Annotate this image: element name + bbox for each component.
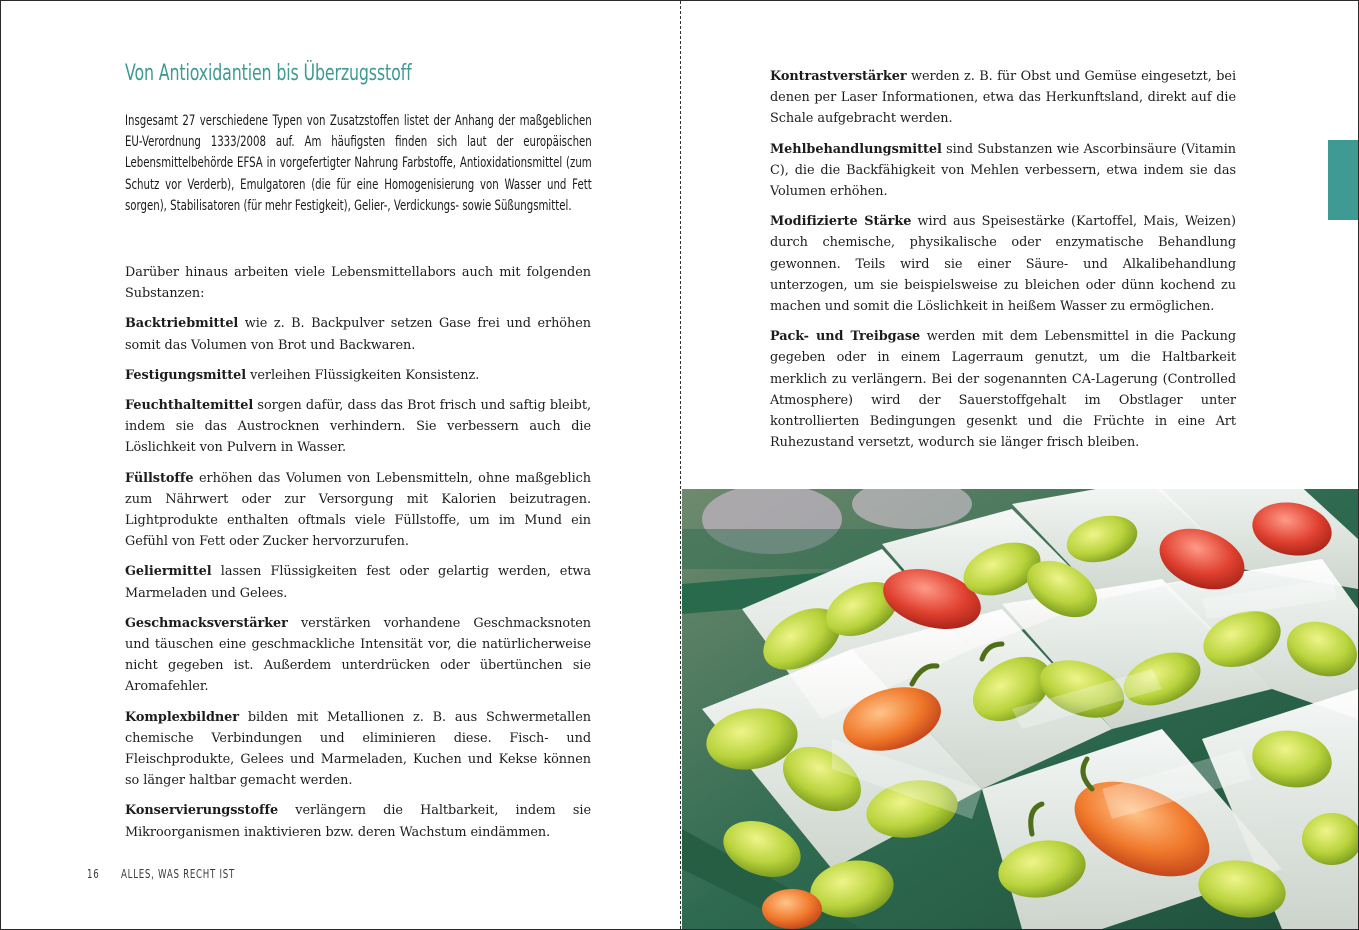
entry-term: Kontrastverstärker: [770, 69, 907, 84]
entry-term: Konservierungsstoffe: [125, 803, 279, 819]
entry-term: Backtriebmittel: [125, 316, 239, 332]
right-column: [770, 66, 1236, 462]
entry-text: bilden mit Metallionen z. B. aus Schwermetallen chemische Verbindungen und eliminieren diese. Fisch- und Fleischprodukte, Gelees und Marmeladen, Kuchen und Kekse können so länger haltbar gemacht werden.: [125, 709, 591, 789]
lead-paragraph: Darüber hinaus arbeiten viele Lebensmittellabors auch mit folgenden Substanzen:: [125, 265, 591, 302]
entry-paragraph: [125, 613, 591, 698]
entry-paragraph: [125, 561, 591, 603]
peppers-illustration: [682, 489, 1358, 929]
left-page: [1, 1, 680, 929]
entry-paragraph: [125, 707, 591, 792]
entry-paragraph: [770, 326, 1236, 453]
entry-text: verlängern die Haltbarkeit, indem sie Mikroorganismen inaktivieren bzw. deren Wachstum eindämmen.: [125, 803, 591, 840]
entry-paragraph: [770, 211, 1236, 317]
left-column: [125, 262, 591, 852]
peppers-photo: [682, 489, 1358, 929]
page-number: 16: [87, 867, 100, 881]
entry-text: sorgen dafür, dass das Brot frisch und saftig bleibt, indem sie das Austrocknen verhindern. Sie verbessern auch die Löslichkeit von Pulvern in Wasser.: [125, 398, 591, 456]
entry-term: Füllstoffe: [125, 470, 194, 486]
page-footer: [87, 867, 235, 881]
entry-paragraph: [125, 800, 591, 842]
entry-text: wie z. B. Backpulver setzen Gase frei und erhöhen somit das Volumen von Brot und Backwaren.: [125, 316, 591, 353]
fold-line: [680, 1, 681, 929]
entry-text: werden z. B. für Obst und Gemüse eingesetzt, bei denen per Laser Informationen, etwa das Herkunftsland, direkt auf die Schale aufgebracht werden.: [770, 69, 1236, 127]
entry-text: verleihen Flüssigkeiten Konsistenz.: [246, 367, 480, 383]
entry-paragraph: [125, 365, 591, 386]
intro-paragraph: Insgesamt 27 verschiedene Typen von Zusatzstoffen listet der Anhang der maßgeblichen EU-Verordnung 1333/2008 auf. Am häufigsten finden sich laut der europäischen Lebensmittelbehörde EFSA in vorgefertigter Nahrung Farbstoffe, Antioxidationsmittel (zum Schutz vor Verderb), Emulgatoren (die für eine Homogenisierung von Wasser und Fett sorgen), Stabilisatoren (für mehr Festigkeit), Gelier-, Verdickungs- sowie Süßungsmittel.: [125, 113, 592, 214]
entry-term: Feuchthaltemittel: [125, 398, 254, 414]
entry-paragraph: [125, 313, 591, 355]
entry-text: werden mit dem Lebensmittel in die Packung gegeben oder in einem Lagerraum genutzt, um die Haltbarkeit merklich zu verlängern. Bei der sogenannten CA-Lagerung (Controlled Atmosphere) wird der Sauerstoffgehalt im Obstlager unter kontrollierten Bedingungen gesenkt und die Früchte in eine Art Ruhezustand versetzt, wodurch sie länger frisch bleiben.: [770, 329, 1236, 451]
entry-term: Modifizierte Stärke: [770, 214, 912, 230]
entry-text: sind Substanzen wie Ascorbinsäure (Vitamin C), die die Backfähigkeit von Mehlen verbessern, etwa indem sie das Volumen erhöhen.: [770, 141, 1236, 200]
entry-text: verstärken vorhandene Geschmacksnoten und täuschen eine geschmackliche Intensität vor, die natürlicherweise nicht gegeben ist. Außerdem unterdrücken oder übertünchen sie Aromafehler.: [125, 615, 591, 695]
running-title: ALLES, WAS RECHT IST: [121, 867, 235, 881]
entry-paragraph: [770, 66, 1236, 130]
entry-term: Festigungsmittel: [125, 367, 247, 383]
entry-term: Geschmacksverstärker: [125, 615, 288, 631]
entry-text: wird aus Speisestärke (Kartoffel, Mais, Weizen) durch chemische, physikalische oder enzymatische Behandlung gewonnen. Teils wird sie einer Säure- und Alkalibehandlung unterzogen, um sie beispielsweise zu bleichen oder dünn kochend zu machen und somit die Löslichkeit in heißem Wasser zu ermöglichen.: [770, 214, 1236, 315]
entry-term: Pack- und Treibgase: [770, 329, 921, 345]
entry-paragraph: [125, 395, 591, 459]
entry-text: lassen Flüssigkeiten fest oder gelartig werden, etwa Marmeladen und Gelees.: [125, 564, 591, 601]
entry-paragraph: [770, 139, 1236, 203]
entry-term: Komplexbildner: [125, 709, 240, 725]
entry-term: Mehlbehandlungsmittel: [770, 141, 942, 157]
entry-term: Geliermittel: [125, 564, 212, 580]
entry-paragraph: [125, 468, 591, 553]
right-page: [682, 1, 1358, 929]
section-heading: Von Antioxidantien bis Überzugsstoff: [125, 61, 412, 86]
thumb-index-tab: [1328, 140, 1358, 220]
entry-text: erhöhen das Volumen von Lebensmitteln, ohne maßgeblich zum Nährwert oder zur Versorgung mit Kalorien beizutragen. Lightprodukte enthalten oftmals viele Füllstoffe, um im Mund ein Gefühl von Fett oder Zucker hervorzurufen.: [125, 470, 591, 550]
